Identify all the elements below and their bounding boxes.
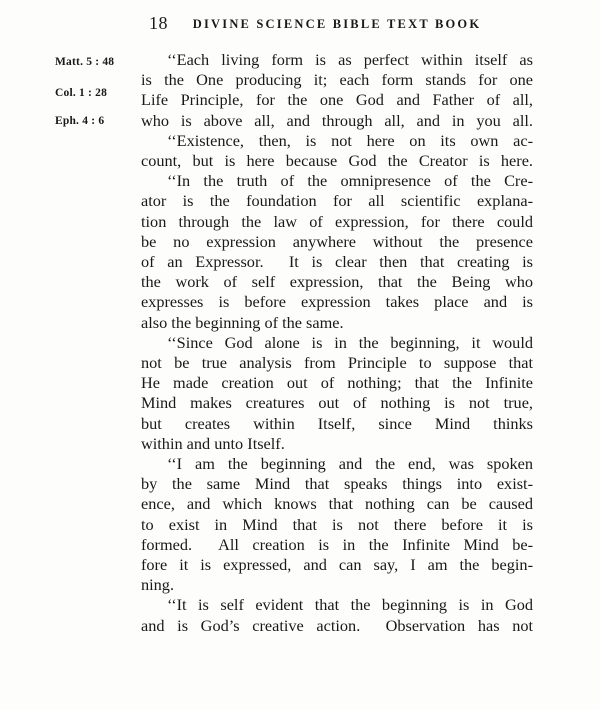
text-line: formed. All creation is in the Infinite Mind be- [141, 534, 533, 554]
text-line: ning. [141, 575, 175, 595]
text-line: also the beginning of the same. [141, 312, 344, 332]
text-line: not be true analysis from Principle to suppose that [141, 353, 533, 373]
text-line: is the One producing it; each form stands for one [141, 70, 533, 90]
text-line: He made creation out of nothing; that the Infinite [141, 373, 533, 393]
margin-ref: Matt. 5 : 48 [55, 56, 115, 68]
text-line: and is God’s creative action. Observation has not [141, 615, 533, 635]
margin-ref: Col. 1 : 28 [55, 87, 108, 99]
margin-ref: Eph. 4 : 6 [55, 115, 105, 127]
text-line: of an Expressor. It is clear then that creating is [141, 252, 533, 272]
text-line: Life Principle, for the one God and Father of all, [141, 90, 533, 110]
text-line: fore it is expressed, and can say, I am the begin- [141, 555, 533, 575]
text-line: Mind makes creatures out of nothing is not true, [141, 393, 533, 413]
text-line: count, but is here because God the Creator is here. [141, 151, 533, 171]
text-line: expresses is before expression takes place and is [141, 292, 533, 312]
text-line: by the same Mind that speaks things into exist- [141, 474, 533, 494]
text-line: the work of self expression, that the Being who [141, 272, 533, 292]
text-line: ‘‘Since God alone is in the beginning, it would [167, 332, 533, 352]
text-line: ‘‘Existence, then, is not here on its own ac- [167, 130, 533, 150]
text-line: but creates within Itself, since Mind thinks [141, 413, 533, 433]
text-line: ‘‘Each living form is as perfect within itself as [167, 50, 533, 69]
text-line: who is above all, and through all, and in you all. [141, 110, 533, 130]
running-title: DIVINE SCIENCE BIBLE TEXT BOOK [192, 17, 482, 31]
text-line: ‘‘I am the beginning and the end, was spoken [167, 454, 533, 474]
text-line: be no expression anywhere without the presence [141, 231, 533, 251]
page-number: 18 [149, 13, 168, 33]
text-line: ator is the foundation for all scientific explana- [141, 191, 533, 211]
text-line: tion through the law of expression, for there could [141, 211, 533, 231]
text-line: ‘‘In the truth of the omnipresence of the Cre- [167, 171, 533, 191]
text-line: ence, and which knows that nothing can be caused [141, 494, 533, 514]
text-line: ‘‘It is self evident that the beginning is in God [167, 595, 533, 615]
text-line: within and unto Itself. [141, 433, 285, 453]
body-text [141, 50, 533, 636]
text-line: to exist in Mind that is not there before it is [141, 514, 533, 534]
